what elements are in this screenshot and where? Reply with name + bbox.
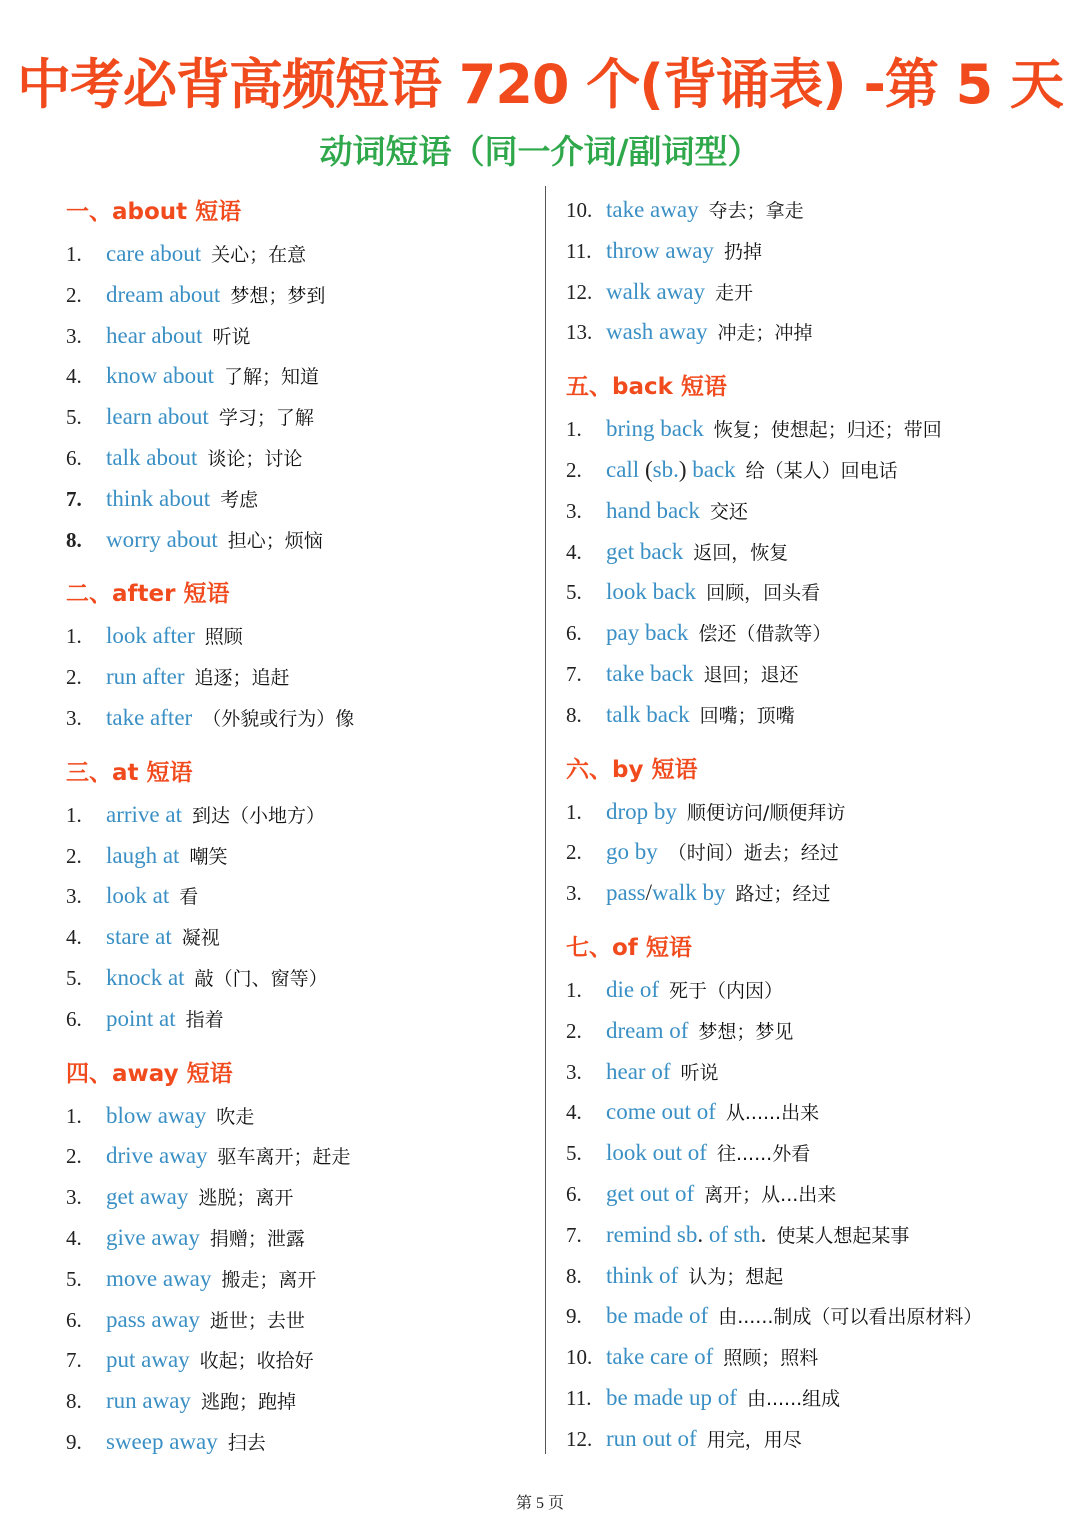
section-heading: 六、by 短语 <box>566 756 698 783</box>
phrase-english: laugh at <box>106 842 180 868</box>
phrase-english: stare at <box>106 924 172 950</box>
phrase-english: get away <box>106 1184 189 1210</box>
phrase-english: take after <box>106 704 193 730</box>
phrase-row <box>566 409 1071 450</box>
phrase-row <box>66 316 536 357</box>
phrase-chinese: 到达（小地方） <box>191 804 325 827</box>
phrase-row <box>66 397 536 438</box>
phrase-english: point at <box>106 1005 176 1031</box>
phrase-english-part: ( <box>644 456 653 482</box>
phrase-row <box>566 450 1071 491</box>
phrase-number: 3. <box>66 884 82 909</box>
phrase-number: 6. <box>66 1006 82 1031</box>
phrase-chinese: 追逐；追赶 <box>194 667 290 690</box>
phrase-english: die of <box>606 976 660 1002</box>
phrase-number: 3. <box>66 705 82 730</box>
phrase-row <box>66 1381 536 1422</box>
phrase-english: be made of <box>606 1303 709 1329</box>
phrase-chinese: 夺去；拿走 <box>708 200 804 222</box>
phrase-row <box>66 520 536 561</box>
phrase-number: 9. <box>566 1304 582 1329</box>
phrase-number: 4. <box>66 1225 82 1250</box>
phrase-number: 4. <box>66 925 82 950</box>
phrase-number: 4. <box>566 1100 582 1125</box>
phrase-row <box>566 970 1071 1011</box>
phrase-number: 3. <box>66 323 82 348</box>
phrase-number: 8. <box>66 527 82 552</box>
phrase-english: hear about <box>106 322 203 348</box>
phrase-row <box>66 438 536 479</box>
phrase-chinese: 退回；退还 <box>703 663 799 686</box>
phrase-english: worry about <box>106 526 218 552</box>
phrase-chinese: 恢复；使想起；归还；带回 <box>713 419 942 442</box>
phrase-row <box>66 1340 536 1381</box>
phrase-chinese: 由......制成（可以看出原材料） <box>718 1306 983 1329</box>
phrase-chinese: 谈论；讨论 <box>207 447 303 470</box>
phrase-row <box>66 1218 536 1259</box>
phrase-number: 1. <box>566 977 582 1002</box>
phrase-number: 6. <box>66 1307 82 1332</box>
phrase-chinese: 使某人想起某事 <box>776 1224 910 1247</box>
phrase-row <box>66 479 536 520</box>
right-column <box>566 190 1071 1460</box>
phrase-english-part: . <box>760 1221 767 1247</box>
phrase-english: take away <box>606 197 699 222</box>
phrase-chinese: 回顾，回头看 <box>706 582 821 605</box>
phrase-chinese: 听说 <box>680 1061 719 1084</box>
phrase-row <box>66 836 536 877</box>
phrase-chinese: 嘲笑 <box>189 845 228 868</box>
phrase-english: run after <box>106 664 185 690</box>
phrase-row <box>566 873 1071 914</box>
phrase-row <box>566 532 1071 573</box>
phrase-number: 10. <box>566 1345 593 1370</box>
phrase-row <box>66 876 536 917</box>
phrase-chinese: 认为；想起 <box>688 1265 784 1288</box>
phrase-chinese: 照顾；照料 <box>723 1347 819 1370</box>
phrase-english: get out of <box>606 1180 695 1206</box>
section-gap <box>566 914 1071 926</box>
phrase-row <box>66 1259 536 1300</box>
phrase-english-part: back <box>692 456 736 482</box>
section-gap <box>566 736 1071 748</box>
phrase-english: talk back <box>606 701 690 727</box>
phrase-english-part: call <box>606 456 645 482</box>
phrase-chinese: 用完，用尽 <box>706 1428 802 1451</box>
phrase-row <box>66 275 536 316</box>
phrase-english: hear of <box>606 1058 671 1084</box>
page-title: 中考必背高频短语 720 个(背诵表) -第 5 天 <box>16 53 1064 116</box>
phrase-chinese: 逝世；去世 <box>209 1309 305 1332</box>
section-heading: 四、away 短语 <box>66 1060 233 1087</box>
phrase-row <box>566 1419 1071 1460</box>
phrase-english: take back <box>606 660 694 686</box>
phrase-number: 12. <box>566 279 593 304</box>
phrase-number: 13. <box>566 320 593 345</box>
section-heading: 二、after 短语 <box>66 581 230 608</box>
phrase-number: 4. <box>566 539 582 564</box>
phrase-chinese: 由......组成 <box>746 1387 841 1410</box>
phrase-number: 1. <box>566 417 582 442</box>
phrase-chinese: 关心；在意 <box>211 244 307 266</box>
phrase-row <box>66 917 536 958</box>
phrase-chinese: 梦想；梦到 <box>230 284 326 307</box>
phrase-english <box>606 1222 766 1247</box>
phrase-english: give away <box>106 1224 200 1250</box>
phrase-english: take care of <box>606 1344 714 1370</box>
phrase-english <box>606 880 725 905</box>
phrase-english: throw away <box>606 237 714 263</box>
phrase-row <box>66 616 536 657</box>
phrase-english: think about <box>106 485 211 511</box>
phrase-row <box>566 312 1071 353</box>
phrase-english: go by <box>606 839 658 865</box>
phrase-english: be made up of <box>606 1384 737 1410</box>
phrase-number: 1. <box>66 624 82 649</box>
phrase-english: move away <box>106 1265 212 1291</box>
phrase-english: look out of <box>606 1140 707 1166</box>
phrase-number: 6. <box>66 445 82 470</box>
phrase-number: 5. <box>66 405 82 430</box>
phrase-number: 3. <box>66 1185 82 1210</box>
phrase-row <box>566 231 1071 272</box>
phrase-chinese: 捐赠；泄露 <box>209 1227 305 1250</box>
phrase-number: 9. <box>66 1429 82 1454</box>
phrase-number: 6. <box>566 621 582 646</box>
phrase-english: drive away <box>106 1143 208 1169</box>
phrase-english: blow away <box>106 1102 207 1128</box>
page-subtitle: 动词短语（同一介词/副词型） <box>319 132 761 171</box>
phrase-english: care about <box>106 241 202 266</box>
phrase-chinese: 离开；从...出来 <box>704 1183 837 1206</box>
phrase-chinese: 逃脱；离开 <box>198 1187 294 1210</box>
phrase-number: 11. <box>566 238 592 263</box>
section-gap <box>66 560 536 572</box>
phrase-number: 12. <box>566 1426 593 1451</box>
phrase-english: look back <box>606 579 697 605</box>
phrase-english-part: / <box>645 880 653 906</box>
phrase-english: come out of <box>606 1099 716 1125</box>
phrase-number: 10. <box>566 198 593 222</box>
phrase-number: 5. <box>566 1141 582 1166</box>
phrase-row <box>566 1092 1071 1133</box>
phrase-row <box>566 654 1071 695</box>
phrase-english: walk away <box>606 278 705 304</box>
phrase-english: dream of <box>606 1017 689 1043</box>
phrase-chinese: 凝视 <box>181 927 220 950</box>
phrase-row <box>66 958 536 999</box>
phrase-chinese: 顺便访问/顺便拜访 <box>686 801 846 824</box>
phrase-row <box>66 1136 536 1177</box>
phrase-row <box>66 1422 536 1463</box>
phrase-number: 8. <box>566 1263 582 1288</box>
phrase-row <box>66 657 536 698</box>
phrase-number: 8. <box>66 1389 82 1414</box>
phrase-row <box>566 832 1071 873</box>
phrase-row <box>566 491 1071 532</box>
phrase-english-part: remind sb <box>606 1221 698 1247</box>
phrase-row <box>66 999 536 1040</box>
phrase-chinese: 敲（门、窗等） <box>194 967 328 990</box>
phrase-chinese: 往......外看 <box>716 1143 811 1166</box>
phrase-number: 2. <box>566 457 582 482</box>
phrase-english-part: . <box>697 1221 709 1247</box>
phrase-english: arrive at <box>106 801 182 827</box>
phrase-chinese: 驱车离开；赶走 <box>217 1146 351 1169</box>
phrase-chinese: 了解；知道 <box>223 366 319 389</box>
phrase-chinese: 收起；收拾好 <box>199 1350 314 1373</box>
phrase-chinese: 听说 <box>212 325 251 348</box>
phrase-number: 2. <box>66 282 82 307</box>
phrase-number: 6. <box>566 1181 582 1206</box>
page-number: 第 5 页 <box>515 1495 564 1512</box>
phrase-chinese: 看 <box>179 886 199 909</box>
phrase-chinese: 死于（内因） <box>669 979 784 1002</box>
phrase-chinese: 照顾 <box>204 626 243 649</box>
section-heading: 三、at 短语 <box>66 759 193 786</box>
phrase-english: run away <box>106 1388 191 1414</box>
phrase-chinese: 指着 <box>185 1008 224 1031</box>
phrase-chinese: 交还 <box>709 500 748 523</box>
section-gap <box>566 353 1071 365</box>
phrase-row <box>566 1215 1071 1256</box>
phrase-english: sweep away <box>106 1428 218 1454</box>
phrase-number: 4. <box>66 364 82 389</box>
phrase-number: 8. <box>566 702 582 727</box>
phrase-row <box>566 1174 1071 1215</box>
phrase-number: 3. <box>566 1059 582 1084</box>
phrase-number: 11. <box>566 1385 592 1410</box>
phrase-number: 2. <box>566 1018 582 1043</box>
phrase-english: wash away <box>606 319 708 345</box>
phrase-number: 5. <box>66 965 82 990</box>
phrase-row <box>566 572 1071 613</box>
phrase-number: 7. <box>66 486 82 511</box>
phrase-number: 1. <box>566 799 582 824</box>
phrase-number: 7. <box>66 1348 82 1373</box>
phrase-english: drop by <box>606 798 677 824</box>
phrase-chinese: 担心；烦恼 <box>227 529 323 552</box>
phrase-english: know about <box>106 363 214 389</box>
phrase-row <box>566 792 1071 833</box>
phrase-chinese: 走开 <box>715 281 754 304</box>
phrase-row <box>66 356 536 397</box>
phrase-english: talk about <box>106 444 198 470</box>
phrase-english-part: sb. <box>652 456 679 482</box>
phrase-number: 3. <box>566 498 582 523</box>
phrase-chinese: （外貌或行为）像 <box>202 707 355 730</box>
phrase-chinese: 回嘴；顶嘴 <box>699 704 795 727</box>
section-gap <box>66 1040 536 1052</box>
phrase-number: 2. <box>66 1144 82 1169</box>
phrase-number: 5. <box>66 1266 82 1291</box>
phrase-number: 1. <box>66 802 82 827</box>
phrase-english: dream about <box>106 281 221 307</box>
phrase-row <box>566 1133 1071 1174</box>
phrase-chinese: 逃跑；跑掉 <box>200 1391 296 1414</box>
phrase-number: 7. <box>566 661 582 686</box>
phrase-english-part: ) <box>678 456 693 482</box>
phrase-english: look after <box>106 623 195 649</box>
left-column <box>66 190 536 1463</box>
section-heading: 一、about 短语 <box>66 199 242 225</box>
phrase-number: 2. <box>66 843 82 868</box>
phrase-row <box>566 1052 1071 1093</box>
phrase-english-part: pass <box>606 880 646 906</box>
phrase-number: 3. <box>566 881 582 906</box>
phrase-row <box>566 1337 1071 1378</box>
phrase-row <box>66 1300 536 1341</box>
phrase-row <box>66 234 536 275</box>
phrase-chinese: 吹走 <box>216 1105 255 1128</box>
phrase-row <box>566 1011 1071 1052</box>
phrase-chinese: 扔掉 <box>723 240 762 263</box>
phrase-row <box>566 695 1071 736</box>
phrase-row <box>566 190 1071 231</box>
phrase-row <box>566 1256 1071 1297</box>
phrase-row <box>566 613 1071 654</box>
phrase-row <box>66 1096 536 1137</box>
phrase-row <box>66 1177 536 1218</box>
phrase-chinese: 偿还（借款等） <box>698 623 832 646</box>
phrase-row <box>66 698 536 739</box>
phrase-row <box>66 795 536 836</box>
phrase-english: learn about <box>106 404 209 430</box>
phrase-english: run out of <box>606 1425 697 1451</box>
phrase-english-part: of sth <box>708 1221 761 1247</box>
phrase-english: put away <box>106 1347 190 1373</box>
phrase-chinese: 冲走；冲掉 <box>717 322 813 345</box>
phrase-number: 1. <box>66 242 82 266</box>
section-heading: 七、of 短语 <box>566 934 692 961</box>
phrase-english: hand back <box>606 497 700 523</box>
phrase-number: 1. <box>66 1103 82 1128</box>
phrase-number: 7. <box>566 1222 582 1247</box>
phrase-chinese: 考虑 <box>220 488 259 511</box>
phrase-chinese: （时间）逝去；经过 <box>667 842 839 865</box>
phrase-english: think of <box>606 1262 679 1288</box>
phrase-english-part: walk by <box>652 880 726 906</box>
phrase-number: 5. <box>566 580 582 605</box>
phrase-english: knock at <box>106 964 185 990</box>
column-divider <box>545 186 546 1454</box>
phrase-chinese: 从......出来 <box>725 1102 820 1125</box>
phrase-english: look at <box>106 883 170 909</box>
phrase-chinese: 返回，恢复 <box>693 541 789 564</box>
phrase-row <box>566 1378 1071 1419</box>
section-heading: 五、back 短语 <box>566 374 727 401</box>
phrase-number: 2. <box>566 840 582 865</box>
phrase-english: pass away <box>106 1306 200 1332</box>
phrase-chinese: 搬走；离开 <box>221 1268 317 1291</box>
phrase-chinese: 学习；了解 <box>218 407 314 430</box>
phrase-english: bring back <box>606 416 704 442</box>
phrase-chinese: 扫去 <box>227 1431 266 1454</box>
section-gap <box>66 739 536 751</box>
phrase-number: 2. <box>66 665 82 690</box>
phrase-english: pay back <box>606 620 689 646</box>
phrase-english <box>606 457 736 482</box>
phrase-chinese: 梦想；梦见 <box>698 1020 794 1043</box>
phrase-chinese: 给（某人）回电话 <box>745 459 898 482</box>
phrase-row <box>566 272 1071 313</box>
phrase-chinese: 路过；经过 <box>735 883 831 906</box>
phrase-english: get back <box>606 538 684 564</box>
phrase-row <box>566 1296 1071 1337</box>
